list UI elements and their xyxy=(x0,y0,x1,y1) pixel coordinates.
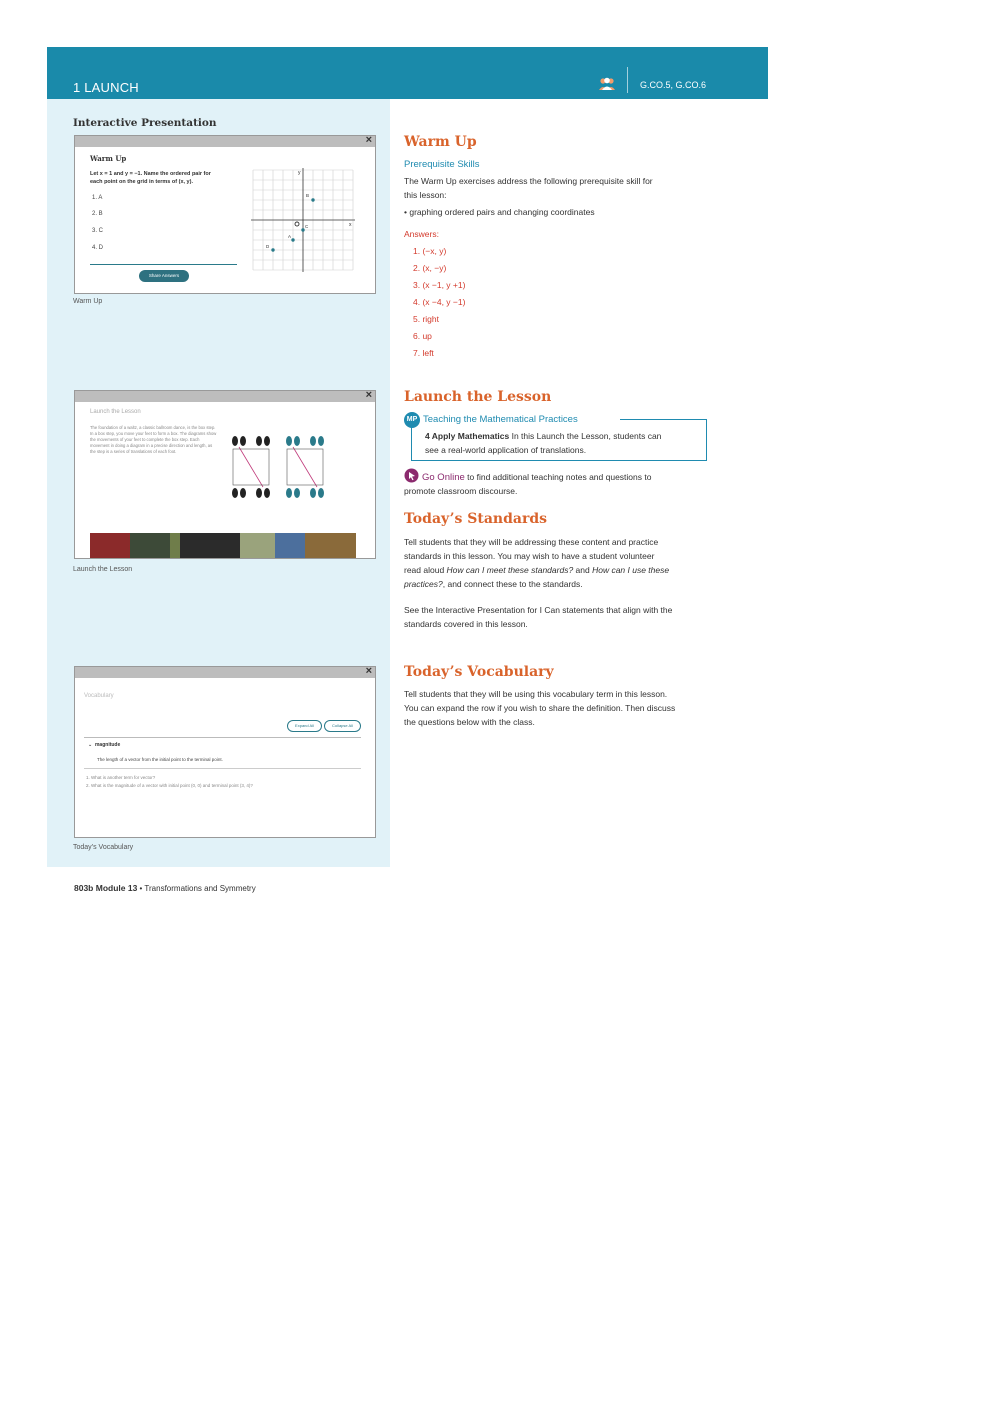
warmup-caption: Warm Up xyxy=(73,298,103,305)
chevron-down-icon: ⌄ xyxy=(88,742,93,748)
launch-caption: Launch the Lesson xyxy=(73,566,133,573)
math-practices-topline xyxy=(620,419,706,420)
math-practices-body: 4 Apply Mathematics In this Launch the Lesson, students can see a real-world application of translations. xyxy=(425,431,662,455)
standards-codes: G.CO.5, G.CO.6 xyxy=(640,80,707,90)
close-icon[interactable]: × xyxy=(365,665,372,677)
group-icon xyxy=(598,77,616,91)
box-step-diagram xyxy=(229,433,329,503)
vocabulary-paragraph: Tell students that they will be using this vocabulary term in this lesson. You can expand the row if you wish to share the definition. Then discuss the questions below with the class. xyxy=(404,689,676,727)
warmup-screen-title: Warm Up xyxy=(90,154,127,163)
standards-paragraph-1: Tell students that they will be addressing these content and practice standards in this lesson. You may wish to have a student volunteer read aloud How can I meet these standards? and How can I use these practices?, and connect these to the standards. xyxy=(404,537,670,589)
warmup-screen[interactable] xyxy=(74,135,376,294)
answers-label: Answers: xyxy=(404,229,439,239)
header-divider xyxy=(627,67,628,93)
section-title: 1 LAUNCH xyxy=(73,80,139,95)
warmup-description: The Warm Up exercises address the following prerequisite skill for this lesson: xyxy=(404,176,653,200)
module-label: Module 13 xyxy=(93,883,138,893)
expand-all-button[interactable]: Expand All xyxy=(287,720,322,732)
go-online-link[interactable]: Go Online xyxy=(422,472,465,483)
prerequisite-bullet: • graphing ordered pairs and changing coordinates xyxy=(404,207,595,217)
svg-text:C: C xyxy=(305,224,309,229)
math-practices-title: Teaching the Mathematical Practices xyxy=(423,414,578,425)
answer-5: 5. right xyxy=(413,314,439,324)
warmup-instruction: Let x = 1 and y = −1. Name the ordered pair for each point on the grid in terms of (x, y). xyxy=(90,171,211,185)
warmup-item-3: 3. C xyxy=(92,228,104,234)
standards-paragraph-2: See the Interactive Presentation for I Can statements that align with the standards covered in this lesson. xyxy=(404,605,673,629)
vocab-question-2: 2. What is the magnitude of a vector with initial point (0, 0) and terminal point (3, 4)? xyxy=(86,783,253,788)
divider xyxy=(84,768,361,769)
answer-7: 7. left xyxy=(413,348,434,358)
close-icon[interactable]: × xyxy=(365,389,372,401)
answer-4: 4. (x −4, y −1) xyxy=(413,297,466,307)
coordinate-grid xyxy=(251,168,355,272)
standards-heading: Today’s Standards xyxy=(404,511,548,527)
vocab-question-1: 1. What is another term for vector? xyxy=(86,775,156,780)
mp-badge-icon: MP xyxy=(404,412,420,428)
prerequisite-subheading: Prerequisite Skills xyxy=(404,159,480,170)
vocab-definition: The length of a vector from the initial point to the terminal point. xyxy=(97,757,223,762)
page-footer: 803b Module 13 • Transformations and Symmetry xyxy=(74,883,256,893)
svg-text:x: x xyxy=(349,222,352,228)
answer-3: 3. (x −1, y +1) xyxy=(413,280,466,290)
interactive-presentation-sidebar xyxy=(47,99,390,867)
go-online-text-2: promote classroom discourse. xyxy=(404,486,518,496)
divider xyxy=(84,737,361,738)
svg-text:y: y xyxy=(298,170,301,176)
close-icon[interactable]: × xyxy=(365,134,372,146)
svg-text:D: D xyxy=(266,244,270,249)
panel-titlebar xyxy=(75,391,375,402)
warmup-item-4: 4. D xyxy=(92,245,104,251)
answer-6: 6. up xyxy=(413,331,432,341)
answer-1: 1. (−x, y) xyxy=(413,246,447,256)
vocab-term[interactable]: ⌄ magnitude xyxy=(88,742,121,748)
vocab-caption: Today’s Vocabulary xyxy=(73,844,134,851)
launch-screen-title: Launch the Lesson xyxy=(90,409,141,415)
answer-underline xyxy=(90,264,237,265)
go-online-text: Go Online to find additional teaching notes and questions to xyxy=(422,472,652,483)
launch-heading: Launch the Lesson xyxy=(404,389,552,405)
module-title: Transformations and Symmetry xyxy=(144,884,256,893)
vocab-screen-title: Vocabulary xyxy=(84,693,114,699)
svg-text:A: A xyxy=(288,234,292,239)
go-online-icon xyxy=(404,468,419,483)
share-answers-button[interactable]: Share Answers xyxy=(139,270,189,282)
answer-2: 2. (x, −y) xyxy=(413,263,447,273)
launch-lesson-screen[interactable] xyxy=(74,390,376,559)
warmup-heading: Warm Up xyxy=(404,134,477,150)
svg-text:B: B xyxy=(306,193,310,198)
launch-screen-text: The foundation of a waltz, a classic ballroom dance, is the box step. In a box step, you move your feet to form a box. The diagrams show the movements of your feet to complete the box step. Each movement in doing a diagram in a precise direction and length, as the step is a series of translations of each foot. xyxy=(90,425,217,454)
section-header xyxy=(47,47,768,99)
vocabulary-heading: Today’s Vocabulary xyxy=(404,664,554,680)
warmup-item-2: 2. B xyxy=(92,211,103,217)
sidebar-heading: Interactive Presentation xyxy=(73,117,217,129)
dance-photo xyxy=(90,533,356,558)
warmup-item-1: 1. A xyxy=(92,195,103,201)
page-number: 803b xyxy=(74,883,94,893)
collapse-all-button[interactable]: Collapse All xyxy=(324,720,361,732)
vocabulary-screen[interactable] xyxy=(74,666,376,838)
panel-titlebar xyxy=(75,667,375,678)
panel-titlebar xyxy=(75,136,375,147)
